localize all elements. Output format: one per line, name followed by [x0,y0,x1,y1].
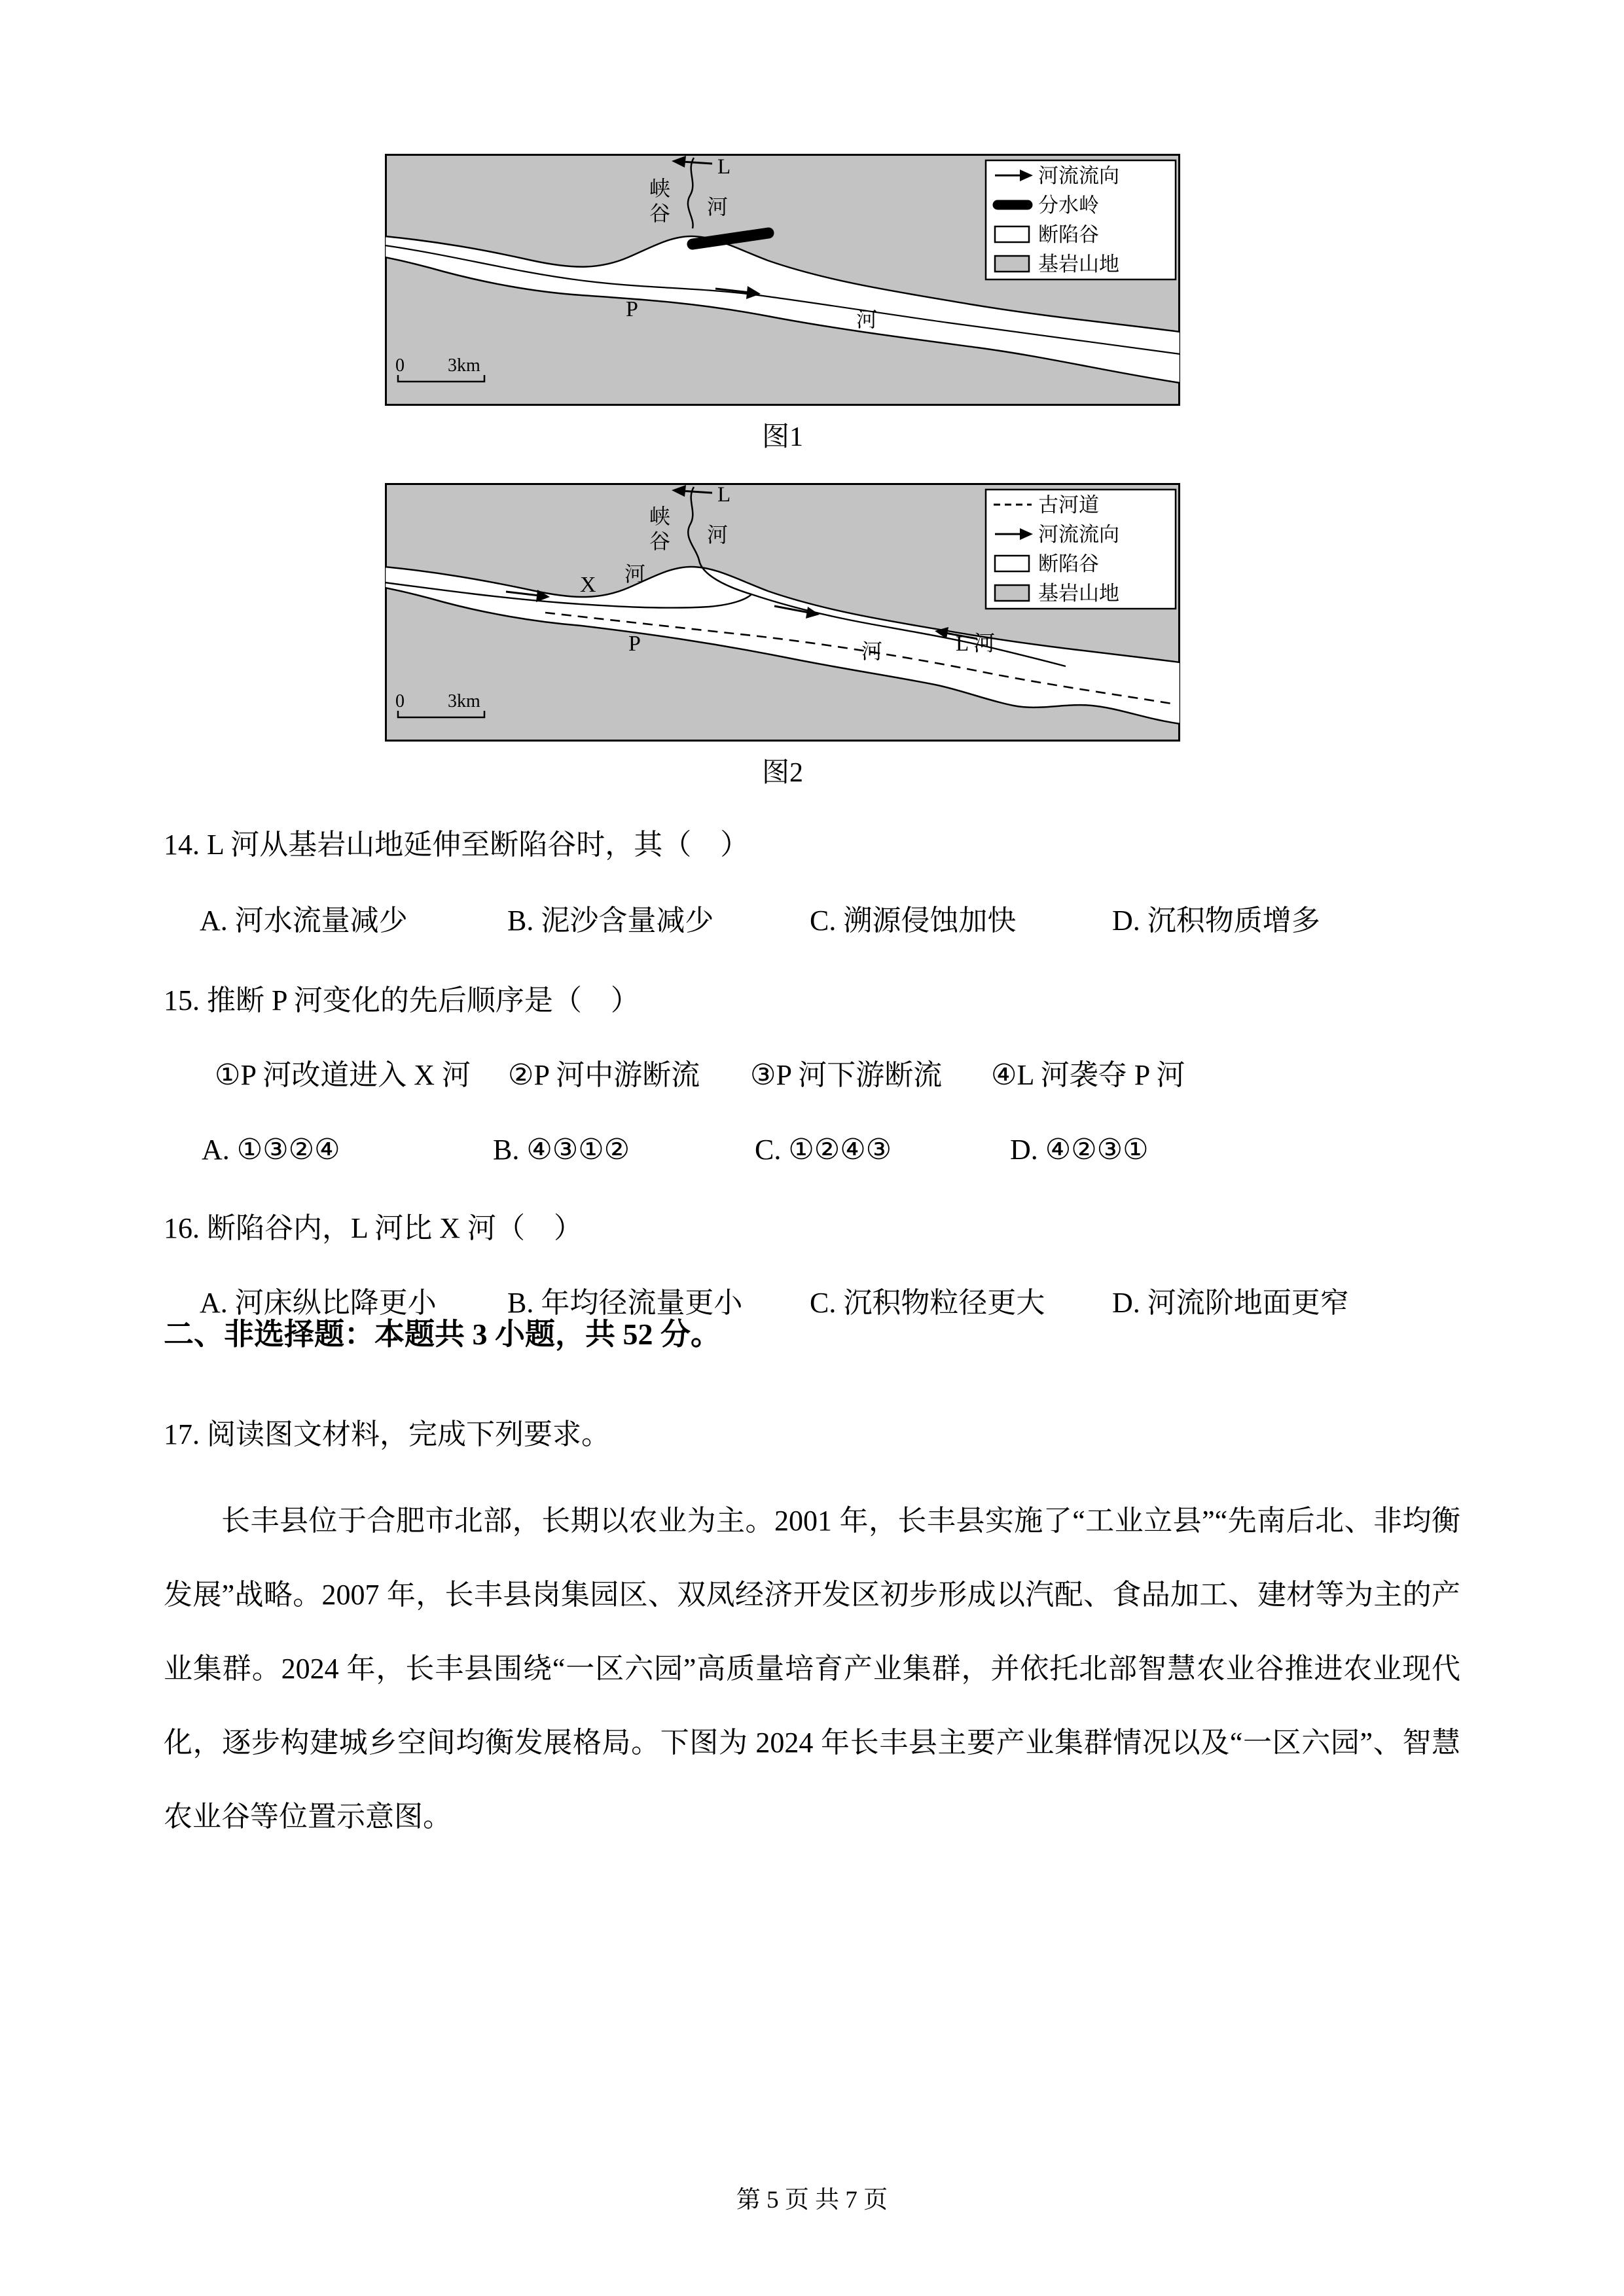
option-b: B. 泥沙含量减少 [507,905,714,937]
legend-row-fault-valley [995,223,1099,246]
fault-valley-icon [995,556,1029,571]
legend-label: 基岩山地 [1038,253,1119,276]
scale-distance: 3km [448,691,480,711]
item-1: ①P 河改道进入 X 河 [215,1059,471,1091]
item-3: ③P 河下游断流 [750,1059,943,1091]
legend-label: 河流流向 [1038,523,1119,546]
question-15-stem: 15. 推断 P 河变化的先后顺序是（ ） [164,984,640,1016]
item-4: ④L 河袭夺 P 河 [991,1059,1185,1091]
question-14-options [164,906,1460,936]
label-l-right: L 河 [956,632,996,656]
label-he-top: 河 [707,195,729,219]
label-he-p: 河 [861,639,883,663]
legend-1 [986,160,1176,279]
label-l-top: L [717,483,731,507]
question-15-options [164,1135,1460,1165]
scale-zero: 0 [395,691,405,711]
label-p: P [628,632,641,656]
option-a: A. 河床纵比降更小 [200,1287,437,1319]
scale-zero: 0 [395,355,405,376]
label-gorge-bottom: 谷 [649,202,671,225]
legend-row-bedrock [995,582,1119,605]
option-a: A. ①③②④ [202,1134,340,1166]
legend-2 [986,490,1176,609]
option-c: C. 溯源侵蚀加快 [810,905,1017,937]
option-b: B. 年均径流量更小 [507,1287,743,1319]
legend-label: 断陷谷 [1038,552,1099,575]
question-section [0,830,1624,1854]
bedrock-icon [995,256,1029,272]
option-d: D. 沉积物质增多 [1112,905,1320,937]
scale-distance: 3km [448,355,480,376]
question-16-stem: 16. 断陷谷内，L 河比 X 河（ ） [164,1212,583,1244]
legend-label: 河流流向 [1038,164,1119,187]
label-gorge-bottom: 谷 [649,529,671,553]
option-d: D. 河流阶地面更窄 [1112,1287,1349,1319]
label-x: X [580,573,596,597]
option-d: D. ④②③① [1010,1134,1149,1166]
map-2-svg [385,483,1180,742]
fault-valley-icon [995,226,1029,242]
option-c: C. 沉积物粒径更大 [810,1287,1045,1319]
option-c: C. ①②④③ [755,1134,892,1166]
question-15-items [164,1060,1460,1090]
label-gorge-top: 峡 [649,177,671,200]
figure-2-map [385,483,1180,745]
legend-label: 分水岭 [1038,194,1099,217]
legend-label: 断陷谷 [1038,223,1099,246]
item-2: ②P 河中游断流 [508,1059,700,1091]
question-17-material: 长丰县位于合肥市北部，长期以农业为主。2001 年，长丰县实施了“工业立县”“先南后北、非均衡发展”战略。2007 年，长丰县岗集园区、双凤经济开发区初步形成以汽配、食品加工、建材等为主的产业集群。2024 年，长丰县围绕“一区六园”高质量培育产业集群，并依托北部智慧农业谷推进农业现代化，逐步构建城乡空间均衡发展格局。下图为 2024 年长丰县主要产业集群情况以及“一区六园”、智慧农业谷等位置示意图。 [164,1505,1460,1833]
figure-2-caption: 图2 [761,758,803,788]
legend-row-bedrock [995,253,1119,276]
legend-label: 基岩山地 [1038,582,1119,605]
option-a: A. 河水流量减少 [200,905,408,937]
question-14-stem: 14. L 河从基岩山地延伸至断陷谷时，其（ ） [164,829,749,861]
question-17-stem: 17. 阅读图文材料，完成下列要求。 [164,1418,610,1450]
figure-1-caption: 图1 [761,422,803,452]
section-2-title: 二、非选择题：本题共 3 小题，共 52 分。 [164,1318,721,1351]
figure-1-map [385,0,1180,409]
label-gorge-top: 峡 [649,505,671,528]
label-he-top: 河 [707,523,729,547]
map-1-svg [385,154,1180,406]
legend-label: 古河道 [1038,493,1099,516]
label-he-x: 河 [624,562,646,586]
question-16-options [164,1288,1460,1318]
label-p: P [626,297,638,321]
page-footer: 第 5 页 共 7 页 [736,2187,888,2214]
label-l-top: L [717,155,731,179]
option-b: B. ④③①② [493,1134,630,1166]
bedrock-icon [995,585,1029,601]
label-he-mid: 河 [856,308,878,331]
legend-row-fault-valley [995,552,1099,575]
